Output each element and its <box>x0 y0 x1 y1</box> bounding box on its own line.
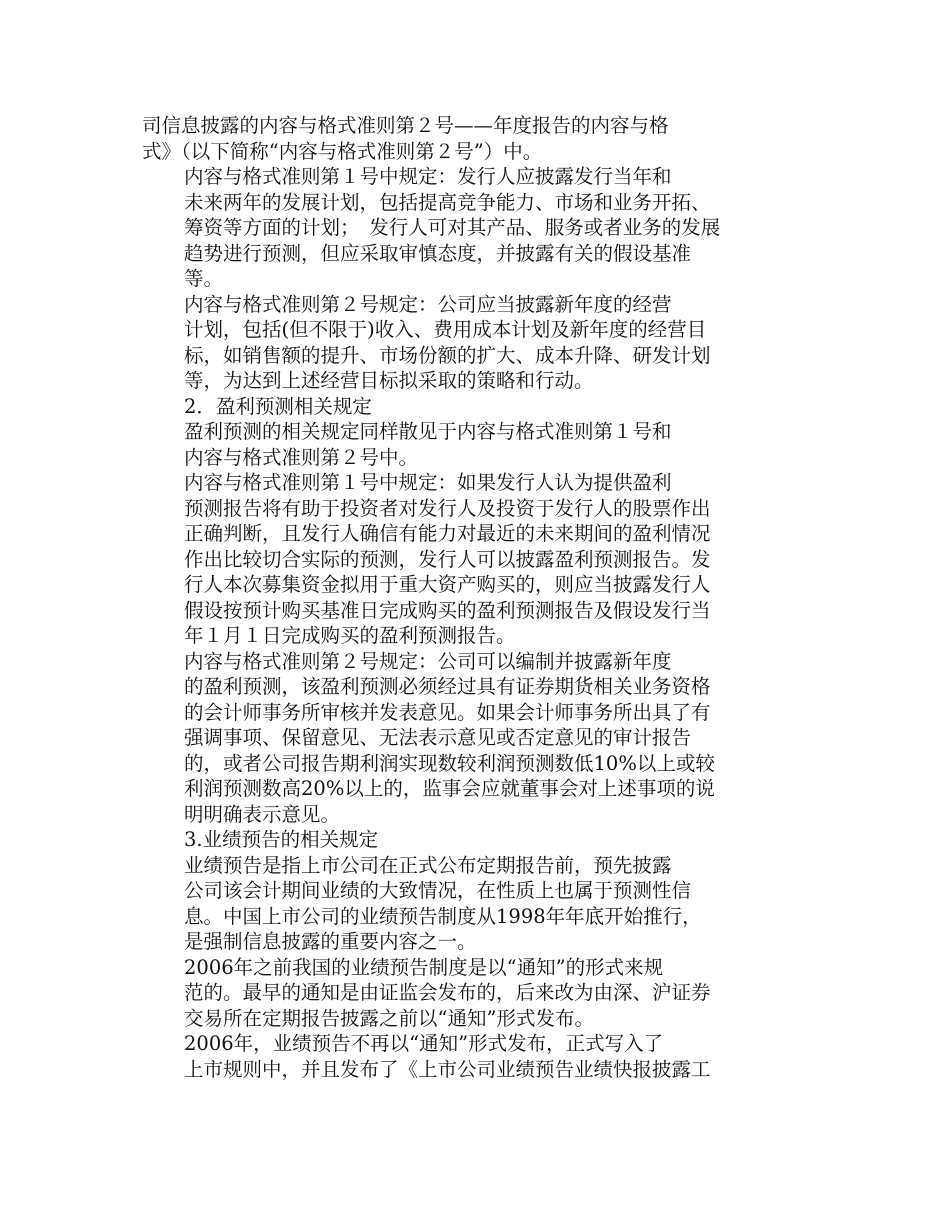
text-line: 内容与格式准则第１号中规定：发行人应披露发行当年和 <box>184 165 672 188</box>
text-line: 未来两年的发展计划，包括提高竞争能力、市场和业务开拓、 <box>184 190 711 214</box>
paragraph <box>142 470 742 649</box>
text-line: 的盈利预测，该盈利预测必须经过具有证券期货相关业务资格 <box>184 675 711 698</box>
text-line: 明明确表示意见。 <box>184 802 341 826</box>
paragraph <box>142 649 742 828</box>
text-line: 的，或者公司报告期利润实现数较利润预测数低10%以上或较 <box>184 751 715 775</box>
text-line: 假设按预计购买基准日完成购买的盈利预测报告及假设发行当 <box>184 598 711 622</box>
text-line: 利润预测数高20%以上的，监事会应就董事会对上述事项的说 <box>184 777 715 800</box>
document-body <box>142 113 742 1082</box>
paragraph <box>142 164 742 292</box>
section-heading <box>142 827 742 853</box>
text-line: 内容与格式准则第２号规定：公司应当披露新年度的经营 <box>184 292 672 316</box>
paragraph <box>142 1031 742 1082</box>
text-line: 公司该会计期间业绩的大致情况，在性质上也属于预测性信 <box>184 879 692 902</box>
text-line: 2006年之前我国的业绩预告制度是以“通知”的形式来规 <box>184 955 664 979</box>
text-line: 交易所在定期报告披露之前以“通知”形式发布。 <box>184 1006 594 1030</box>
text-line: 业绩预告是指上市公司在正式公布定期报告前，预先披露 <box>184 853 672 877</box>
text-line: 年１月１日完成购买的盈利预测报告。 <box>184 624 516 647</box>
text-line: 计划，包括(但不限于)收入、费用成本计划及新年度的经营目 <box>184 318 707 341</box>
text-line: 筹资等方面的计划； 发行人可对其产品、服务或者业务的发展 <box>184 216 721 239</box>
text-line: 趋势进行预测，但应采取审慎态度，并披露有关的假设基准 <box>184 241 692 265</box>
text-line: 强调事项、保留意见、无法表示意见或否定意见的审计报告 <box>184 726 692 749</box>
text-line: 式》（以下简称“内容与格式准则第２号”）中。 <box>142 139 543 163</box>
text-line: 2．盈利预测相关规定 <box>184 394 372 418</box>
text-line: 等。 <box>184 267 224 290</box>
paragraph <box>142 113 742 164</box>
text-line: 是强制信息披露的重要内容之一。 <box>184 930 477 953</box>
paragraph <box>142 853 742 955</box>
text-line: 息。中国上市公司的业绩预告制度从1998年年底开始推行， <box>184 904 702 928</box>
text-line: 作出比较切合实际的预测，发行人可以披露盈利预测报告。发 <box>184 547 711 571</box>
text-line: 司信息披露的内容与格式准则第２号——年度报告的内容与格 <box>142 114 669 137</box>
text-line: 等，为达到上述经营目标拟采取的策略和行动。 <box>184 369 594 392</box>
text-line: 内容与格式准则第２号规定：公司可以编制并披露新年度 <box>184 649 672 673</box>
text-line: 内容与格式准则第２号中。 <box>184 445 419 469</box>
text-line: 盈利预测的相关规定同样散见于内容与格式准则第１号和 <box>184 420 672 443</box>
text-line: 2006年，业绩预告不再以“通知”形式发布，正式写入了 <box>184 1032 664 1055</box>
text-line: 标，如销售额的提升、市场份额的扩大、成本升降、研发计划 <box>184 343 711 367</box>
text-line: 上市规则中，并且发布了《上市公司业绩预告业绩快报披露工 <box>184 1057 711 1081</box>
text-line: 的会计师事务所审核并发表意见。如果会计师事务所出具了有 <box>184 700 711 724</box>
paragraph <box>142 419 742 470</box>
text-line: 正确判断，且发行人确信有能力对最近的未来期间的盈利情况 <box>184 522 711 545</box>
paragraph <box>142 955 742 1032</box>
text-line: 行人本次募集资金拟用于重大资产购买的，则应当披露发行人 <box>184 573 711 596</box>
section-heading <box>142 394 742 420</box>
text-line: 3.业绩预告的相关规定 <box>184 828 379 851</box>
paragraph <box>142 292 742 394</box>
text-line: 范的。最早的通知是由证监会发布的，后来改为由深、沪证券 <box>184 981 711 1004</box>
text-line: 预测报告将有助于投资者对发行人及投资于发行人的股票作出 <box>184 496 711 520</box>
text-line: 内容与格式准则第１号中规定：如果发行人认为提供盈利 <box>184 471 672 494</box>
